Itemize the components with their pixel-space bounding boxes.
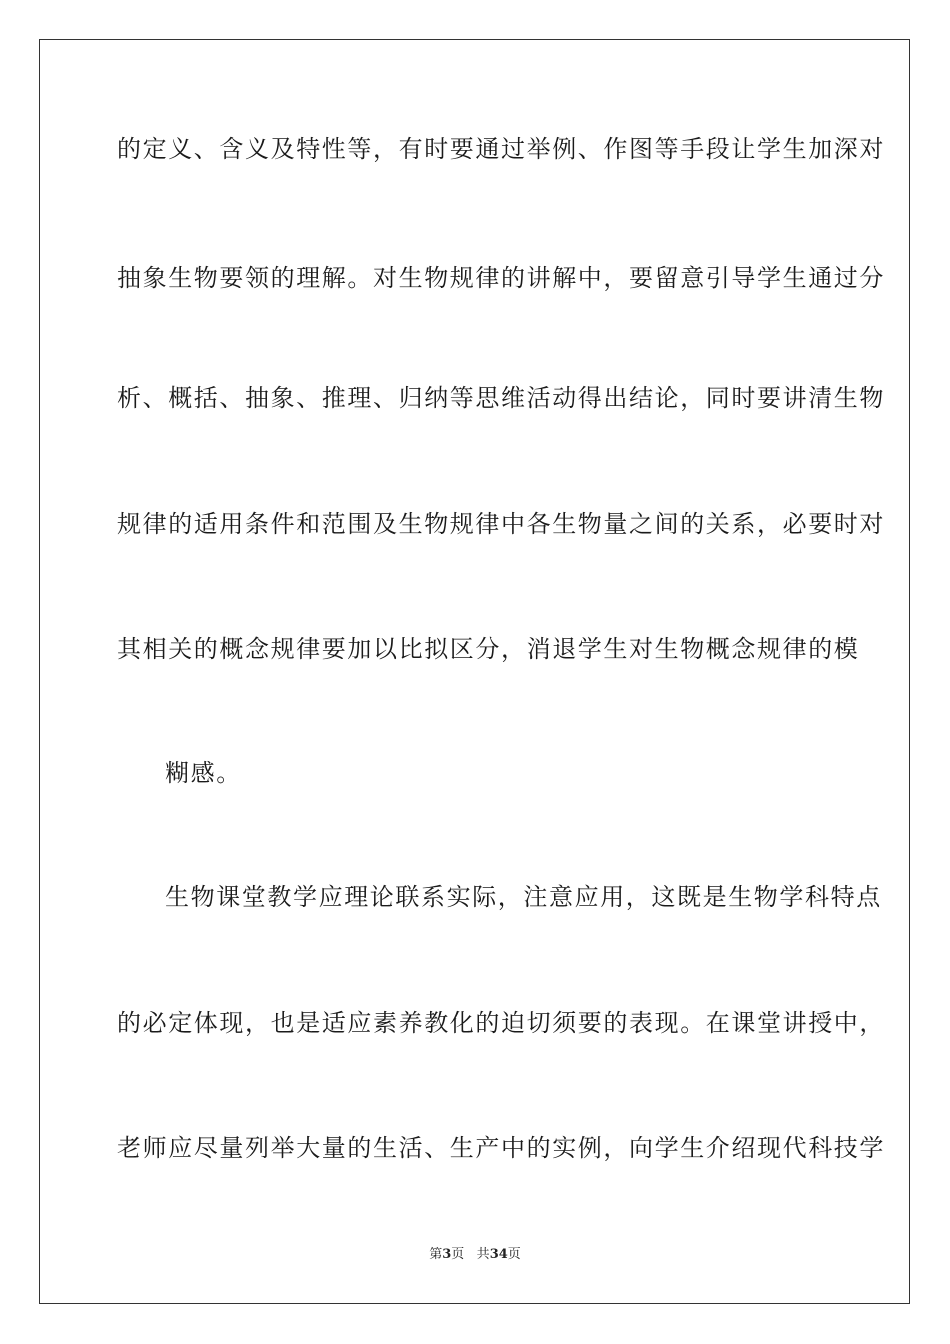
- paragraph-line: 规律的适用条件和范围及生物规律中各生物量之间的关系，必要时对: [117, 510, 885, 538]
- page-border: [39, 39, 910, 1304]
- total-prefix: 共: [476, 1247, 490, 1262]
- total-pages-number: 34: [489, 1247, 508, 1262]
- paragraph-line: 抽象生物要领的理解。对生物规律的讲解中，要留意引导学生通过分: [117, 264, 885, 292]
- paragraph-line: 糊感。: [165, 759, 242, 787]
- total-suffix: 页: [507, 1247, 521, 1262]
- page-suffix: 页: [451, 1247, 465, 1262]
- paragraph-line: 生物课堂教学应理论联系实际，注意应用，这既是生物学科特点: [165, 883, 882, 911]
- paragraph-line: 的定义、含义及特性等，有时要通过举例、作图等手段让学生加深对: [117, 135, 885, 163]
- page-footer: [0, 1246, 950, 1264]
- paragraph-line: 其相关的概念规律要加以比拟区分，消退学生对生物概念规律的模: [117, 635, 860, 663]
- current-page-number: 3: [442, 1247, 452, 1262]
- paragraph-line: 的必定体现，也是适应素养教化的迫切须要的表现。在课堂讲授中，: [117, 1009, 885, 1037]
- page-prefix: 第: [429, 1247, 443, 1262]
- paragraph-line: 老师应尽量列举大量的生活、生产中的实例，向学生介绍现代科技学: [117, 1134, 885, 1162]
- paragraph-line: 析、概括、抽象、推理、归纳等思维活动得出结论，同时要讲清生物: [117, 384, 885, 412]
